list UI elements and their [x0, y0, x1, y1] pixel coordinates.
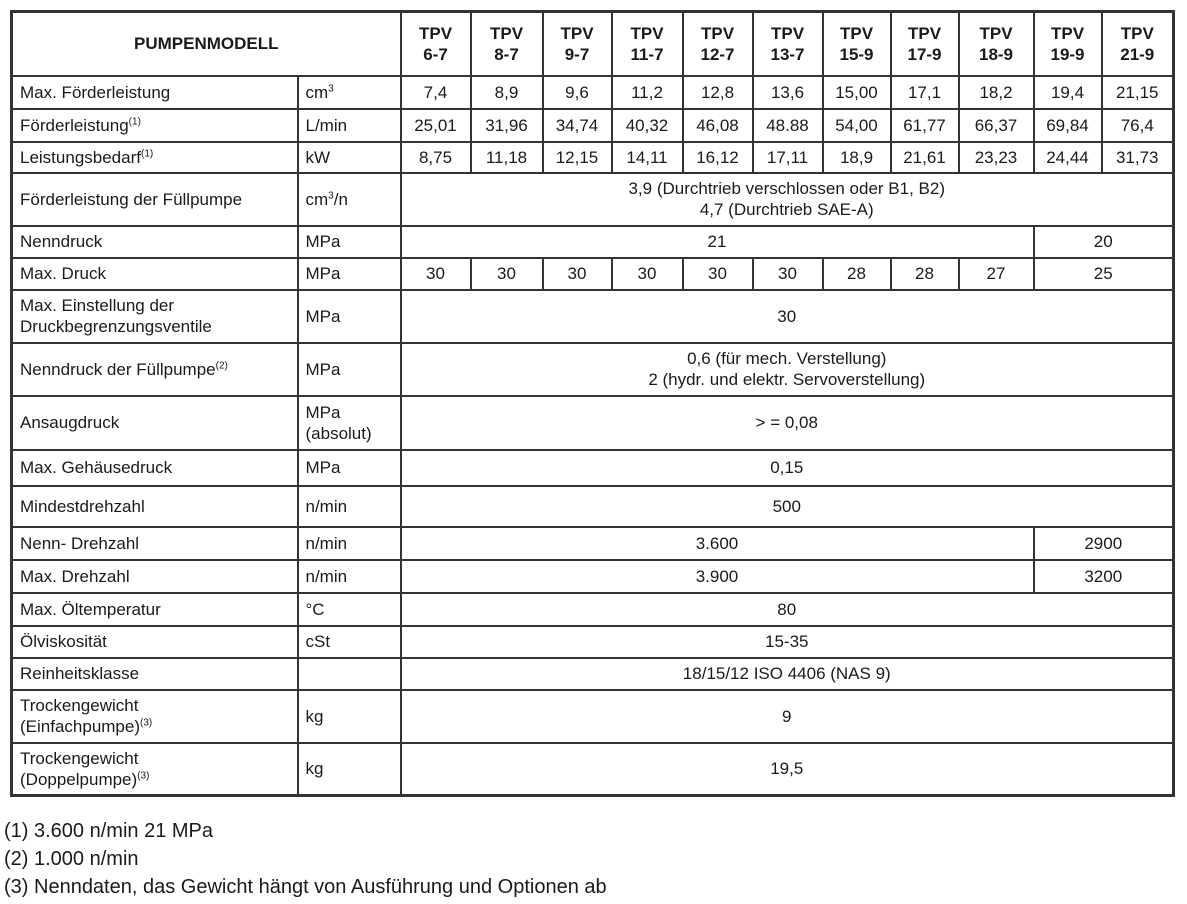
table-row — [12, 560, 1174, 593]
value-cell: 31,73 — [1102, 142, 1174, 173]
value-cell: 46,08 — [683, 109, 753, 142]
value-cell: 17,11 — [753, 142, 823, 173]
value-cell: 18,2 — [959, 76, 1034, 109]
value-cell: 21 — [401, 226, 1034, 258]
footnotes — [4, 817, 607, 901]
value-cell: 61,77 — [891, 109, 959, 142]
value-cell: 21,15 — [1102, 76, 1174, 109]
value-cell: 9,6 — [543, 76, 612, 109]
value-cell: 3200 — [1034, 560, 1174, 593]
table-row — [12, 486, 1174, 527]
value-cell: 8,9 — [471, 76, 543, 109]
row-label: Mindestdrehzahl — [12, 486, 298, 527]
value-cell: 13,6 — [753, 76, 823, 109]
row-unit: $cm^3$ — [298, 76, 401, 109]
table-row — [12, 226, 1174, 258]
row-label: Max. Druck — [12, 258, 298, 290]
value-cell: 28 — [891, 258, 959, 290]
model-header: TPV 9-7 — [543, 12, 612, 76]
row-unit: MPa — [298, 343, 401, 396]
value-cell: 12,8 — [683, 76, 753, 109]
value-cell: 30 — [753, 258, 823, 290]
value-cell: 11,18 — [471, 142, 543, 173]
row-unit: L/min — [298, 109, 401, 142]
table-row — [12, 593, 1174, 626]
value-cell: 3,9 (Durchtrieb verschlossen oder B1, B2) 4,7 (Durchtrieb SAE-A) — [401, 173, 1174, 226]
row-unit: MPa (absolut) — [298, 396, 401, 450]
row-unit: n/min — [298, 486, 401, 527]
row-label: Max. Gehäusedruck — [12, 450, 298, 486]
pump-spec-table — [10, 10, 1175, 797]
value-cell: 0,15 — [401, 450, 1174, 486]
footnote: (2) 1.000 n/min — [4, 848, 139, 870]
row-label: Förderleistung$^{(1)}$ — [12, 109, 298, 142]
model-header: TPV 17-9 — [891, 12, 959, 76]
row-unit — [298, 658, 401, 690]
table-row — [12, 142, 1174, 173]
footnote: (1) 3.600 n/min 21 MPa — [4, 820, 213, 842]
value-cell: 11,2 — [612, 76, 683, 109]
value-cell: 31,96 — [471, 109, 543, 142]
row-label: Max. Drehzahl — [12, 560, 298, 593]
model-header: TPV 15-9 — [823, 12, 891, 76]
table-row — [12, 343, 1174, 396]
value-cell: 30 — [612, 258, 683, 290]
value-cell: 21,61 — [891, 142, 959, 173]
row-unit: MPa — [298, 450, 401, 486]
row-label: Ölviskosität — [12, 626, 298, 658]
row-unit: MPa — [298, 226, 401, 258]
table-row — [12, 527, 1174, 560]
value-cell: 17,1 — [891, 76, 959, 109]
value-cell: 18,9 — [823, 142, 891, 173]
value-cell: 25 — [1034, 258, 1174, 290]
value-cell: 76,4 — [1102, 109, 1174, 142]
value-cell: 30 — [401, 290, 1174, 343]
value-cell: 18/15/12 ISO 4406 (NAS 9) — [401, 658, 1174, 690]
row-label: Nenndruck — [12, 226, 298, 258]
value-cell: 69,84 — [1034, 109, 1102, 142]
model-header: TPV 21-9 — [1102, 12, 1174, 76]
table-row — [12, 290, 1174, 343]
model-header: TPV 19-9 — [1034, 12, 1102, 76]
value-cell: 66,37 — [959, 109, 1034, 142]
value-cell: 40,32 — [612, 109, 683, 142]
value-cell: 34,74 — [543, 109, 612, 142]
row-unit: kg — [298, 690, 401, 743]
value-cell: 0,6 (für mech. Verstellung) 2 (hydr. und elektr. Servoverstellung) — [401, 343, 1174, 396]
value-cell: 15,00 — [823, 76, 891, 109]
value-cell: 19,5 — [401, 743, 1174, 796]
value-cell: 25,01 — [401, 109, 471, 142]
value-cell: 500 — [401, 486, 1174, 527]
value-cell: 30 — [683, 258, 753, 290]
value-cell: 48.88 — [753, 109, 823, 142]
value-cell: 9 — [401, 690, 1174, 743]
table-row — [12, 743, 1174, 796]
value-cell: 3.900 — [401, 560, 1034, 593]
model-header: TPV 6-7 — [401, 12, 471, 76]
row-unit: kg — [298, 743, 401, 796]
table-row — [12, 109, 1174, 142]
table-row — [12, 690, 1174, 743]
model-header: TPV 18-9 — [959, 12, 1034, 76]
value-cell: 14,11 — [612, 142, 683, 173]
row-label: Max. Förderleistung — [12, 76, 298, 109]
value-cell: 16,12 — [683, 142, 753, 173]
row-label: Trockengewicht (Einfachpumpe)$^{(3)}$ — [12, 690, 298, 743]
table-row — [12, 173, 1174, 226]
value-cell: 8,75 — [401, 142, 471, 173]
value-cell: 12,15 — [543, 142, 612, 173]
value-cell: 19,4 — [1034, 76, 1102, 109]
row-unit: cSt — [298, 626, 401, 658]
row-label: Nenn- Drehzahl — [12, 527, 298, 560]
table-row — [12, 658, 1174, 690]
row-label: Ansaugdruck — [12, 396, 298, 450]
row-unit: MPa — [298, 258, 401, 290]
model-header: TPV 11-7 — [612, 12, 683, 76]
value-cell: 30 — [471, 258, 543, 290]
value-cell: 80 — [401, 593, 1174, 626]
row-label: Förderleistung der Füllpumpe — [12, 173, 298, 226]
table-row — [12, 626, 1174, 658]
value-cell: 24,44 — [1034, 142, 1102, 173]
row-label: Max. Einstellung der Druckbegrenzungsventile — [12, 290, 298, 343]
row-label: Trockengewicht (Doppelpumpe)$^{(3)}$ — [12, 743, 298, 796]
model-header: TPV 12-7 — [683, 12, 753, 76]
value-cell: 28 — [823, 258, 891, 290]
value-cell: 20 — [1034, 226, 1174, 258]
row-unit: °C — [298, 593, 401, 626]
value-cell: 2900 — [1034, 527, 1174, 560]
table-row — [12, 396, 1174, 450]
table-title: PUMPENMODELL — [12, 12, 401, 76]
value-cell: 30 — [543, 258, 612, 290]
table-row — [12, 76, 1174, 109]
value-cell: 7,4 — [401, 76, 471, 109]
row-unit: n/min — [298, 527, 401, 560]
model-header: TPV 13-7 — [753, 12, 823, 76]
row-label: Reinheitsklasse — [12, 658, 298, 690]
table-row — [12, 450, 1174, 486]
model-header: TPV 8-7 — [471, 12, 543, 76]
row-unit: n/min — [298, 560, 401, 593]
value-cell: > = 0,08 — [401, 396, 1174, 450]
value-cell: 23,23 — [959, 142, 1034, 173]
row-unit: MPa — [298, 290, 401, 343]
value-cell: 15-35 — [401, 626, 1174, 658]
row-label: Leistungsbedarf$^{(1)}$ — [12, 142, 298, 173]
row-unit: kW — [298, 142, 401, 173]
footnote: (3) Nenndaten, das Gewicht hängt von Ausführung und Optionen ab — [4, 876, 607, 898]
value-cell: 27 — [959, 258, 1034, 290]
row-label: Max. Öltemperatur — [12, 593, 298, 626]
value-cell: 54,00 — [823, 109, 891, 142]
header-row — [12, 12, 1174, 76]
row-unit: $cm^3/n$ — [298, 173, 401, 226]
value-cell: 3.600 — [401, 527, 1034, 560]
value-cell: 30 — [401, 258, 471, 290]
table-row — [12, 258, 1174, 290]
row-label: Nenndruck der Füllpumpe$^{(2)}$ — [12, 343, 298, 396]
